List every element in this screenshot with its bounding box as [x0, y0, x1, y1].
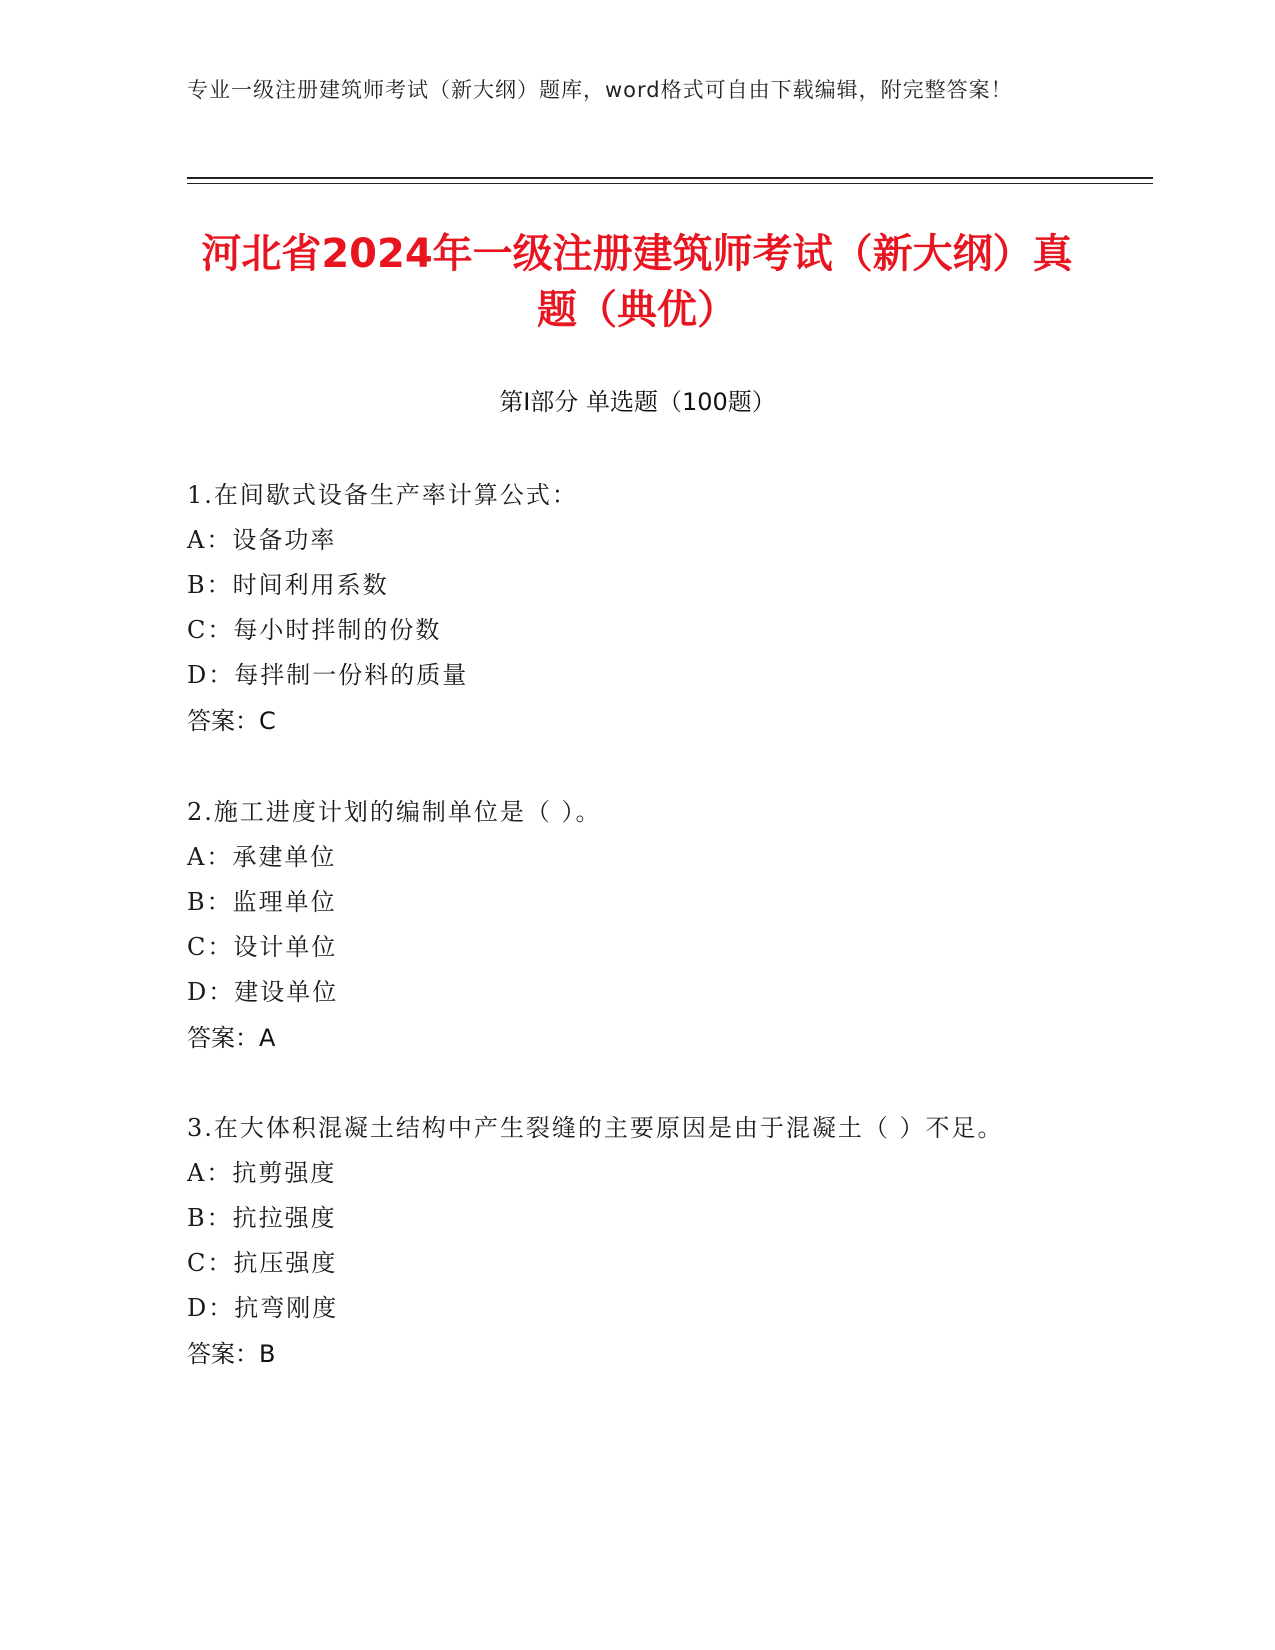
- option-d: D：建设单位: [187, 978, 339, 1006]
- option-b: B：监理单位: [187, 888, 337, 916]
- option-a: A：设备功率: [187, 526, 337, 554]
- document-title: 河北省2024年一级注册建筑师考试（新大纲）真题（典优）: [201, 231, 1073, 333]
- option-c: C：抗压强度: [187, 1249, 338, 1277]
- option-a: A：承建单位: [187, 843, 337, 871]
- header-divider-thick: [187, 177, 1153, 179]
- option-d: D：抗弯刚度: [187, 1294, 339, 1322]
- answer-line: 答案：C: [187, 707, 276, 735]
- option-d: D：每拌制一份料的质量: [187, 661, 469, 689]
- option-c: C：每小时拌制的份数: [187, 616, 442, 644]
- question-stem: 1.在间歇式设备生产率计算公式：: [187, 481, 578, 509]
- question-1: [187, 472, 1087, 744]
- option-a: A：抗剪强度: [187, 1159, 337, 1187]
- option-b: B：抗拉强度: [187, 1204, 337, 1232]
- option-c: C：设计单位: [187, 933, 338, 961]
- question-2: [187, 789, 1087, 1061]
- header-divider-thin: [187, 183, 1153, 184]
- question-stem: 3.在大体积混凝土结构中产生裂缝的主要原因是由于混凝土（ ）不足。: [187, 1114, 1004, 1142]
- header-note: 专业一级注册建筑师考试（新大纲）题库，word格式可自由下载编辑，附完整答案！: [187, 78, 1013, 102]
- section-title: 第I部分 单选题（100题）: [499, 388, 776, 416]
- option-b: B：时间利用系数: [187, 571, 389, 599]
- answer-line: 答案：B: [187, 1340, 276, 1368]
- answer-line: 答案：A: [187, 1024, 276, 1052]
- question-3: [187, 1105, 1087, 1377]
- question-stem: 2.施工进度计划的编制单位是（ ）。: [187, 798, 602, 826]
